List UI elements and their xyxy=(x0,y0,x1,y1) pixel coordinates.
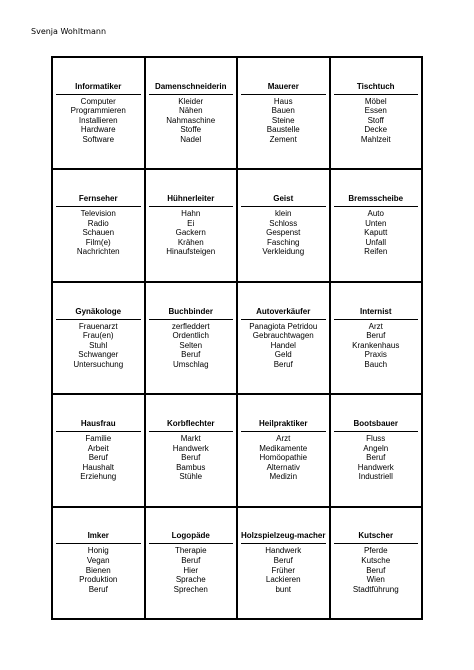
forbidden-word: Film(e) xyxy=(85,237,111,247)
card-title: Holzspielzeug-macher xyxy=(241,531,326,544)
card-title: Korbflechter xyxy=(149,419,234,432)
forbidden-word: Programmieren xyxy=(70,106,126,116)
taboo-card xyxy=(238,58,331,170)
forbidden-word: Baustelle xyxy=(266,125,300,135)
forbidden-word: Beruf xyxy=(181,453,201,463)
forbidden-words-list xyxy=(353,546,399,594)
forbidden-word: Wien xyxy=(366,575,385,585)
forbidden-word: Beruf xyxy=(273,359,293,369)
forbidden-word: Beruf xyxy=(181,555,201,565)
forbidden-word: Haus xyxy=(273,96,293,106)
forbidden-word: Beruf xyxy=(88,584,108,594)
forbidden-words-list xyxy=(265,546,301,594)
forbidden-word: Computer xyxy=(80,96,116,106)
forbidden-word: Radio xyxy=(87,218,109,228)
card-title: Imker xyxy=(56,531,141,544)
forbidden-word: Schloss xyxy=(269,218,298,228)
card-title: Buchbinder xyxy=(149,307,234,320)
forbidden-word: Möbel xyxy=(364,96,387,106)
card-title: Hühnerleiter xyxy=(149,194,234,207)
forbidden-word: Ei xyxy=(187,218,195,228)
forbidden-words-list xyxy=(174,546,208,594)
forbidden-word: Beruf xyxy=(366,331,386,341)
forbidden-word: zerfleddert xyxy=(171,321,210,331)
forbidden-words-list xyxy=(361,97,391,145)
forbidden-word: Fluss xyxy=(366,433,386,443)
forbidden-word: Fasching xyxy=(267,237,300,247)
forbidden-word: Kleider xyxy=(178,96,204,106)
forbidden-word: Handwerk xyxy=(357,462,394,472)
forbidden-word: Geld xyxy=(274,350,292,360)
forbidden-word: Untersuchung xyxy=(73,359,124,369)
forbidden-word: Schwanger xyxy=(78,350,119,360)
forbidden-word: Bambus xyxy=(176,462,206,472)
forbidden-word: Umschlag xyxy=(172,359,209,369)
forbidden-word: Selten xyxy=(179,340,203,350)
forbidden-word: Installieren xyxy=(78,115,118,125)
forbidden-word: Nahmaschine xyxy=(166,115,216,125)
forbidden-word: Medizin xyxy=(269,472,298,482)
forbidden-word: Frauenarzt xyxy=(78,321,118,331)
forbidden-word: Nähen xyxy=(178,106,203,116)
forbidden-words-list xyxy=(73,322,123,370)
taboo-card xyxy=(331,508,424,620)
forbidden-words-list xyxy=(80,434,116,482)
card-title: Geist xyxy=(241,194,326,207)
forbidden-word: Gespenst xyxy=(266,228,301,238)
taboo-card xyxy=(238,508,331,620)
forbidden-word: Vegan xyxy=(86,555,110,565)
forbidden-word: Handel xyxy=(270,340,296,350)
forbidden-word: Beruf xyxy=(366,565,386,575)
taboo-card xyxy=(238,283,331,395)
forbidden-word: klein xyxy=(275,209,292,219)
card-title: Damenschneiderin xyxy=(149,82,234,95)
forbidden-word: Handwerk xyxy=(265,546,302,556)
forbidden-word: Pferde xyxy=(363,546,388,556)
forbidden-word: Verkleidung xyxy=(262,247,305,257)
forbidden-words-list xyxy=(166,97,215,145)
card-title: Fernseher xyxy=(56,194,141,207)
forbidden-word: Erziehung xyxy=(80,472,117,482)
forbidden-word: Beruf xyxy=(181,350,201,360)
forbidden-word: Decke xyxy=(364,125,388,135)
forbidden-word: Bauch xyxy=(364,359,388,369)
taboo-card xyxy=(331,283,424,395)
taboo-card-grid xyxy=(51,56,423,620)
forbidden-words-list xyxy=(71,97,126,145)
forbidden-word: Kutsche xyxy=(361,555,391,565)
forbidden-words-list xyxy=(262,209,304,257)
taboo-card xyxy=(53,170,146,282)
taboo-card xyxy=(53,508,146,620)
forbidden-word: Steine xyxy=(271,115,295,125)
forbidden-word: Lackieren xyxy=(265,575,301,585)
forbidden-word: Panagiota Petridou xyxy=(249,321,318,331)
card-title: Internist xyxy=(334,307,419,320)
forbidden-word: Stuhl xyxy=(89,340,108,350)
forbidden-words-list xyxy=(79,546,117,594)
forbidden-words-list xyxy=(267,97,300,145)
taboo-card xyxy=(238,170,331,282)
forbidden-word: Arbeit xyxy=(87,443,109,453)
forbidden-word: Krähen xyxy=(177,237,204,247)
card-title: Logopäde xyxy=(149,531,234,544)
forbidden-words-list xyxy=(364,209,387,257)
card-title: Gynäkologe xyxy=(56,307,141,320)
forbidden-word: Bienen xyxy=(85,565,111,575)
forbidden-word: Früher xyxy=(271,565,296,575)
forbidden-words-list xyxy=(173,434,209,482)
forbidden-word: Haushalt xyxy=(82,462,115,472)
card-title: Informatiker xyxy=(56,82,141,95)
forbidden-word: bunt xyxy=(275,584,292,594)
forbidden-word: Markt xyxy=(180,433,201,443)
forbidden-words-list xyxy=(77,209,120,257)
forbidden-word: Schauen xyxy=(82,228,115,238)
forbidden-word: Software xyxy=(82,135,115,145)
forbidden-word: Stoffe xyxy=(180,125,202,135)
forbidden-word: Arzt xyxy=(276,433,291,443)
taboo-card xyxy=(53,395,146,507)
forbidden-words-list xyxy=(259,434,307,482)
forbidden-word: Stadtführung xyxy=(352,584,399,594)
card-title: Mauerer xyxy=(241,82,326,95)
forbidden-word: Frau(en) xyxy=(82,331,114,341)
taboo-card xyxy=(53,283,146,395)
forbidden-word: Gebrauchtwagen xyxy=(252,331,314,341)
forbidden-word: Hahn xyxy=(181,209,201,219)
forbidden-word: Zement xyxy=(269,135,297,145)
forbidden-word: Familie xyxy=(85,433,112,443)
forbidden-words-list xyxy=(172,322,210,370)
forbidden-words-list xyxy=(352,322,399,370)
taboo-card xyxy=(146,283,239,395)
forbidden-word: Produktion xyxy=(79,575,118,585)
taboo-card xyxy=(146,395,239,507)
card-title: Hausfrau xyxy=(56,419,141,432)
card-title: Kutscher xyxy=(334,531,419,544)
taboo-card xyxy=(331,58,424,170)
forbidden-word: Sprechen xyxy=(173,584,208,594)
forbidden-words-list xyxy=(358,434,394,482)
forbidden-word: Ordentlich xyxy=(172,331,209,341)
forbidden-word: Stühle xyxy=(179,472,203,482)
forbidden-word: Kaputt xyxy=(364,228,388,238)
taboo-card xyxy=(146,508,239,620)
forbidden-word: Handwerk xyxy=(172,443,209,453)
card-title: Heilpraktiker xyxy=(241,419,326,432)
taboo-card xyxy=(331,395,424,507)
forbidden-word: Alternativ xyxy=(266,462,300,472)
forbidden-word: Mahlzeit xyxy=(360,135,391,145)
card-title: Bremsscheibe xyxy=(334,194,419,207)
forbidden-word: Honig xyxy=(87,546,109,556)
taboo-card xyxy=(146,58,239,170)
forbidden-word: Bauen xyxy=(271,106,295,116)
forbidden-word: Gackern xyxy=(175,228,206,238)
forbidden-word: Nachrichten xyxy=(76,247,120,257)
card-title: Bootsbauer xyxy=(334,419,419,432)
author-name: Svenja Wohltmann xyxy=(31,27,107,36)
forbidden-word: Krankenhaus xyxy=(352,340,400,350)
forbidden-word: Therapie xyxy=(174,546,207,556)
taboo-card xyxy=(146,170,239,282)
taboo-card xyxy=(53,58,146,170)
forbidden-word: Reifen xyxy=(364,247,388,257)
forbidden-word: Homöopathie xyxy=(259,453,308,463)
forbidden-words-list xyxy=(166,209,215,257)
forbidden-word: Essen xyxy=(364,106,387,116)
forbidden-word: Auto xyxy=(367,209,384,219)
forbidden-word: Hier xyxy=(183,565,199,575)
forbidden-word: Nadel xyxy=(180,135,202,145)
forbidden-word: Hinaufsteigen xyxy=(166,247,216,257)
forbidden-word: Stoff xyxy=(367,115,384,125)
card-title: Autoverkäufer xyxy=(241,307,326,320)
taboo-card xyxy=(331,170,424,282)
forbidden-word: Television xyxy=(80,209,116,219)
forbidden-words-list xyxy=(249,322,317,370)
forbidden-word: Medikamente xyxy=(259,443,308,453)
forbidden-word: Industriell xyxy=(358,472,393,482)
forbidden-word: Praxis xyxy=(364,350,387,360)
taboo-card xyxy=(238,395,331,507)
forbidden-word: Beruf xyxy=(366,453,386,463)
forbidden-word: Arzt xyxy=(368,321,383,331)
forbidden-word: Angeln xyxy=(363,443,389,453)
card-title: Tischtuch xyxy=(334,82,419,95)
forbidden-word: Unten xyxy=(365,218,387,228)
forbidden-word: Beruf xyxy=(88,453,108,463)
forbidden-word: Beruf xyxy=(273,555,293,565)
forbidden-word: Sprache xyxy=(175,575,206,585)
forbidden-word: Unfall xyxy=(365,237,386,247)
forbidden-word: Hardware xyxy=(80,125,116,135)
